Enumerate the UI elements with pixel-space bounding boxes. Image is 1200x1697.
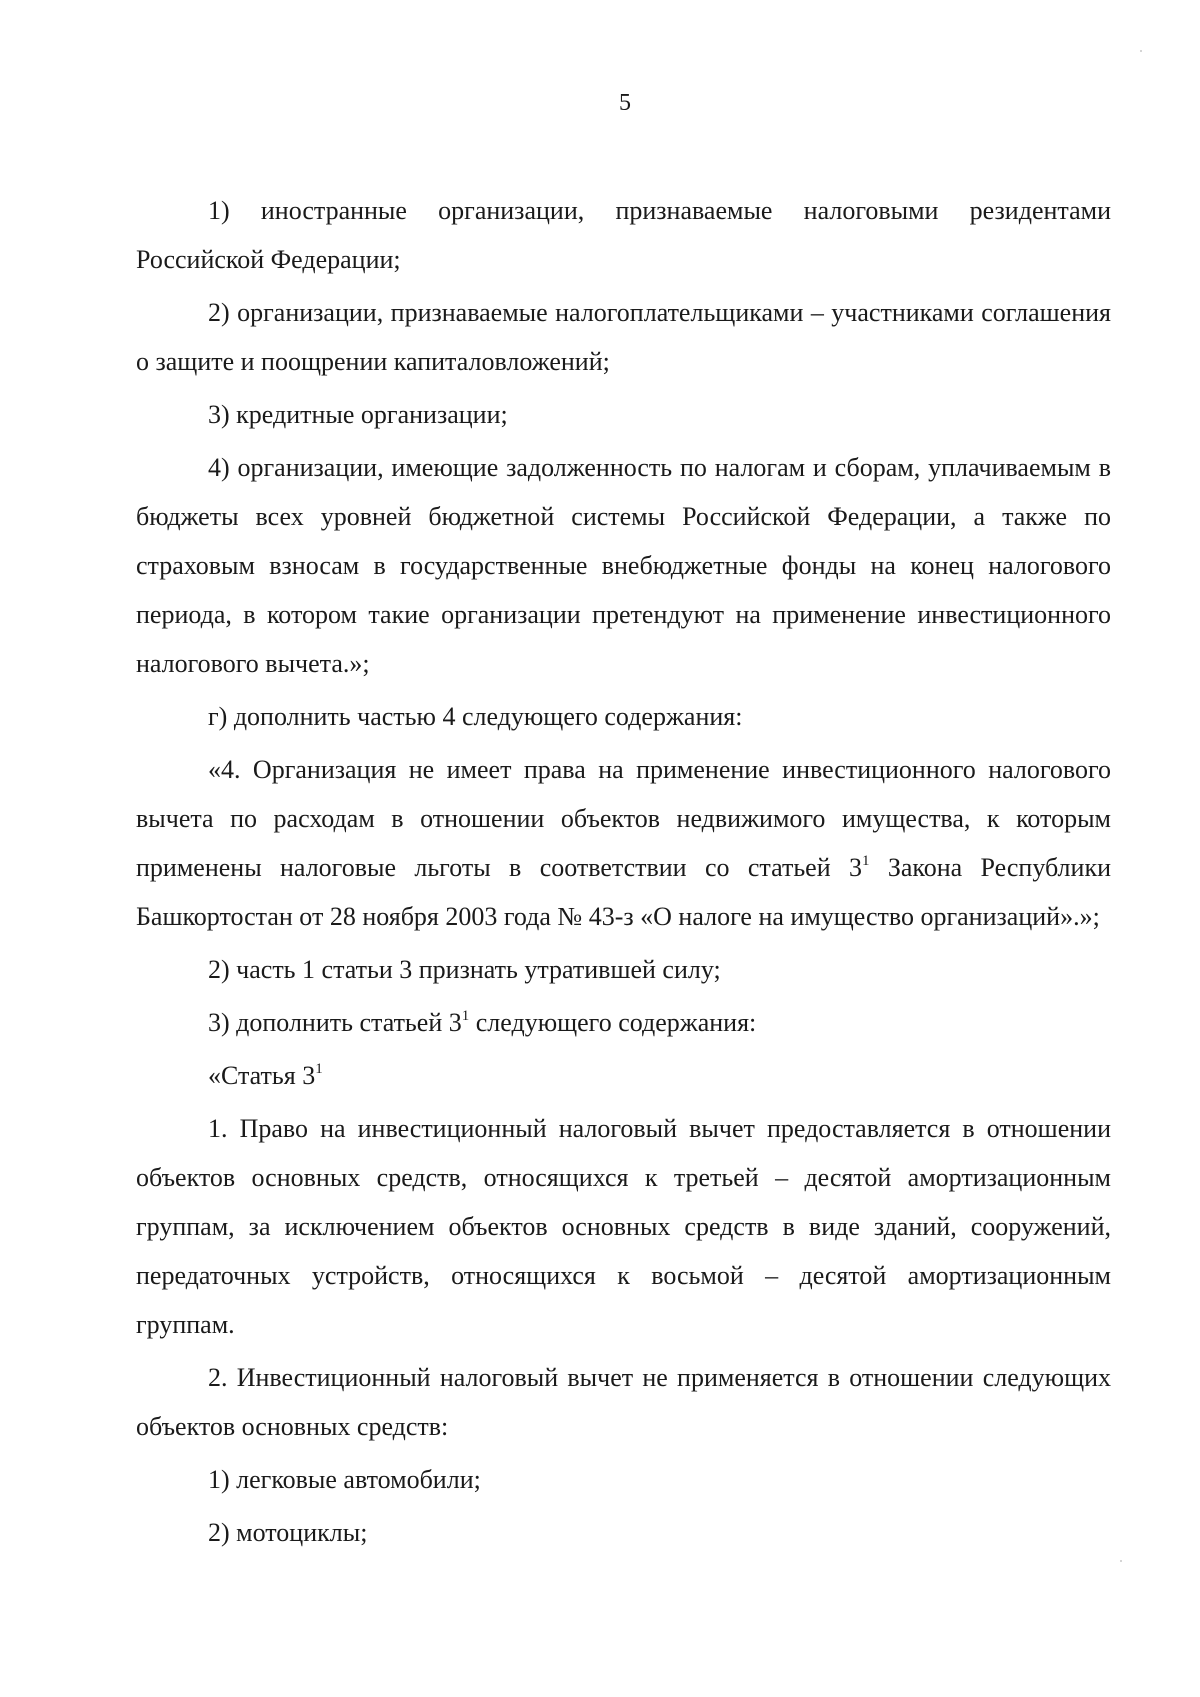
paragraph-add-article-end: следующего содержания: — [469, 1008, 757, 1037]
paragraph-add-part-4: г) дополнить частью 4 следующего содержания: — [208, 702, 743, 731]
paragraph-agreement-participants: 2) организации, признаваемые налогоплательщиками – участниками соглашения о защите и поощрении капиталовложений; — [136, 298, 1111, 376]
article-heading-text: «Статья 3 — [208, 1061, 316, 1090]
superscript-article-index: 1 — [461, 1008, 470, 1024]
superscript-article-index: 1 — [862, 853, 870, 869]
paragraph-add-article-start: 3) дополнить статьей 3 — [208, 1008, 462, 1037]
paragraph-foreign-organizations: 1) иностранные организации, признаваемые налоговыми резидентами Российской Федерации; — [136, 196, 1111, 274]
list-item-motorcycles: 2) мотоциклы; — [208, 1518, 368, 1547]
paragraph-part-4-text — [136, 745, 1111, 941]
article-heading — [136, 1051, 1111, 1100]
paragraph-part-4-text-end: Закона Республики Башкортостан от 28 ноября 2003 года № 43-з «О налоге на имущество организаций».»; — [136, 853, 1111, 931]
paragraph-tax-debt-organizations: 4) организации, имеющие задолженность по налогам и сборам, уплачиваемым в бюджеты всех уровней бюджетной системы Российской Федерации, а также по страховым взносам в государственные внебюджетные фонды на конец налогового периода, в котором такие организации претендуют на применение инвестиционного налогового вычета.»; — [136, 453, 1111, 678]
paragraph-add-article-3-1 — [136, 998, 1111, 1047]
paragraph-repeal-article-3-part-1: 2) часть 1 статьи 3 признать утратившей силу; — [208, 955, 721, 984]
paragraph-deduction-exclusions: 2. Инвестиционный налоговый вычет не применяется в отношении следующих объектов основных средств: — [136, 1363, 1111, 1441]
scan-speck — [1120, 1560, 1122, 1562]
list-item-passenger-cars: 1) легковые автомобили; — [208, 1465, 481, 1494]
paragraph-part-4-text-start: «4. Организация не имеет права на применение инвестиционного налогового вычета по расходам в отношении объектов недвижимого имущества, к которым применены налоговые льготы в соответствии со статьей 3 — [136, 755, 1111, 882]
superscript-article-index: 1 — [315, 1061, 323, 1077]
document-body — [136, 186, 1111, 1557]
page-number: 5 — [619, 90, 631, 116]
paragraph-credit-organizations: 3) кредитные организации; — [208, 400, 508, 429]
paragraph-deduction-right: 1. Право на инвестиционный налоговый вычет предоставляется в отношении объектов основных средств, относящихся к третьей – десятой амортизационным группам, за исключением объектов основных средств в виде зданий, сооружений, передаточных устройств, относящихся к восьмой – десятой амортизационным группам. — [136, 1114, 1111, 1339]
scan-speck — [1140, 50, 1142, 52]
